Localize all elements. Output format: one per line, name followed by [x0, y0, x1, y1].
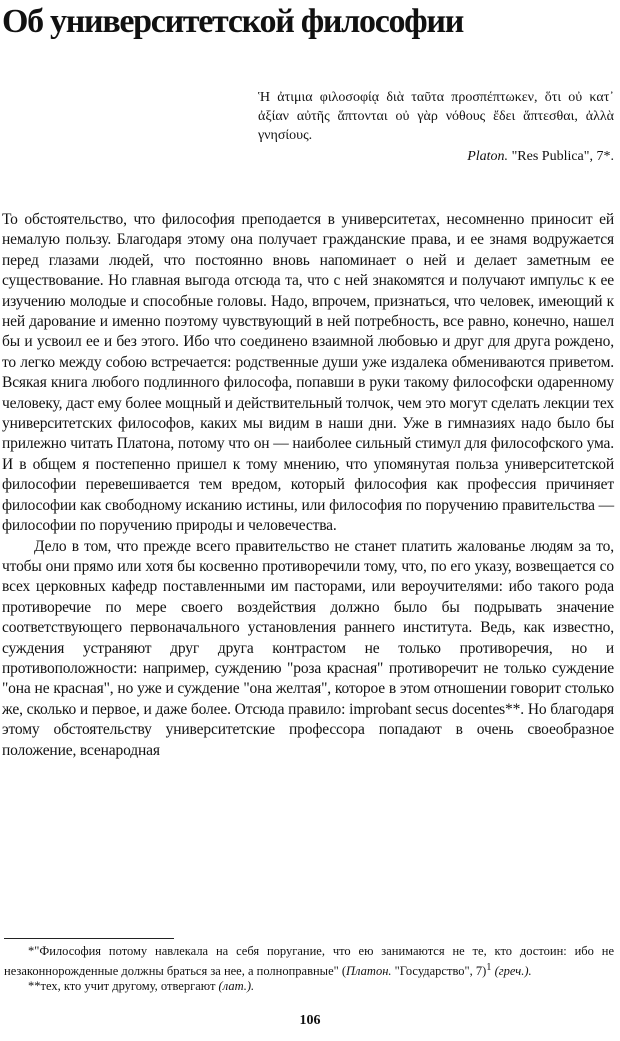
footnote-divider	[4, 938, 174, 939]
footnote-1-source: "Государство", 7)	[391, 963, 487, 978]
footnote-2-lang: (лат.).	[218, 979, 255, 994]
epigraph-author: Platon.	[467, 149, 509, 164]
footnote-2-text: **тех, кто учит другому, отвергают	[28, 979, 219, 994]
epigraph-source	[258, 147, 614, 166]
footnote-1-text: *"Философия потому навлекала на себя поругание, что ею занимаются не те, кто достоин: ибо не незаконнорожденные должны браться за нее, а полноправные" (	[4, 944, 614, 978]
footnote-1	[4, 944, 614, 979]
epigraph-quote: Ἡ ἀτιμια φιλοσοφίᾳ διὰ ταῦτα προσπέπτωκεν, ὅτι οὐ κατ᾽ ἀξίαν αὐτῆς ἅπτονται οὐ γὰρ νόθους ἔδει ἅπτεσθαι, ἀλλὰ γνησίους.	[258, 90, 614, 143]
paragraph-2: Дело в том, что прежде всего правительство не станет платить жалованье людям за то, чтобы они прямо или хотя бы косвенно противоречили тому, что, по его указу, возвещается со всех церковных кафедр поставленными им пасторами, или вероучителями: ибо такого рода противоречие по мере своего воздействия должно было бы подрывать значение соответствующего первоначального установления раннего института. Ведь, как известно, суждения устраняют друг друга контрастом не только противоречия, но и противоположности: например, суждению "роза красная" противоречит не только суждение "она не красная", но уже и суждение "она желтая", которое в этом отношении говорит столько же, сколько и первое, и даже более. Отсюда правило: improbant secus docentes**. Но благодаря этому обстоятельству университетские профессора попадают в очень своеобразное положение, всенародная	[2, 537, 614, 759]
footnote-1-author: Платон.	[346, 963, 392, 978]
main-text	[2, 210, 614, 761]
epigraph-work: "Res Publica", 7*.	[511, 149, 614, 164]
footnotes	[4, 944, 614, 995]
footnote-1-lang: (греч.).	[491, 963, 532, 978]
paragraph-1: То обстоятельство, что философия преподается в университетах, несомненно приносит ей немалую пользу. Благодаря этому она получает гражданские права, и ее знамя водружается перед глазами людей, что постоянно вновь напоминает о ней и делает заметным ее существование. Но главная выгода отсюда та, что с ней знакомятся и получают импульс к ее изучению молодые и способные головы. Надо, впрочем, признаться, что человек, имеющий к ней дарование и именно поэтому чувствующий в ней потребность, все равно, конечно, нашел бы и усвоил ее и без этого. Ибо что соединено взаимной любовью и друг для друга рождено, то легко между собою встречается: родственные души уже издалека обмениваются приветом. Всякая книга любого подлинного философа, попавши в руки такому философски одаренному человеку, даст ему более мощный и действительный толчок, чем это могут сделать лекции тех университетских философов, каких мы видим в наши дни. Уже в гимназиях надо было бы прилежно читать Платона, потому что он — наиболее сильный стимул для философского ума. И в общем я постепенно пришел к тому мнению, что упомянутая польза университетской философии перевешивается тем вредом, который философия как профессия причиняет философии как свободному исканию истины, или философия по поручению правительства — философии по поручению природы и человечества.	[2, 211, 614, 535]
footnote-1-ref: 1	[486, 961, 492, 973]
page-number: 106	[299, 1013, 321, 1028]
footnote-2	[4, 979, 614, 995]
chapter-title: Об университетской философии	[2, 3, 463, 40]
